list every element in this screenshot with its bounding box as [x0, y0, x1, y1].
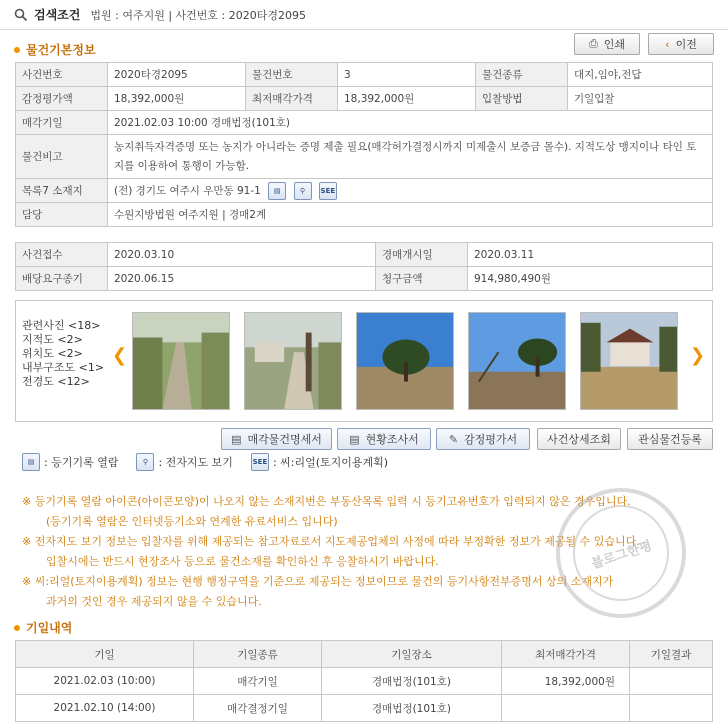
photo-strip [15, 300, 713, 422]
item-detail-button[interactable] [221, 428, 332, 450]
table-row [16, 695, 713, 722]
prev-button[interactable] [648, 33, 714, 55]
search-condition-values: 법원 : 여주지원 | 사건번호 : 2020타경2095 [90, 8, 306, 22]
chevron-right-icon[interactable]: ❯ [690, 345, 706, 366]
table-cell [630, 695, 713, 722]
case-no-value: 2020타경2095 [108, 63, 246, 87]
search-condition-bar [0, 0, 728, 30]
section-title-text: 기일내역 [26, 621, 73, 635]
case-detail-button[interactable] [537, 428, 621, 450]
chevron-left-icon: ‹ [665, 37, 670, 51]
contact-value: 수원지방법원 여주지원 | 경매2계 [108, 203, 713, 227]
item-no-value: 3 [338, 63, 476, 87]
item-detail-label: 매각물건명세서 [247, 433, 322, 446]
appraisal-report-button[interactable] [436, 428, 530, 450]
note-line: ※ 등기기록 열람 아이콘(아이콘모양)이 나오지 않는 소재지번은 부동산목록 입력 시 등기고유번호가 입력되지 않은 경우입니다. [22, 495, 631, 508]
item-no-label: 물건번호 [246, 63, 338, 87]
claim-end-value: 2020.06.15 [108, 267, 376, 291]
table-row [16, 668, 713, 695]
note-line: (등기기록 열람은 인터넷등기소와 연계한 유료서비스 입니다) [46, 515, 338, 528]
table-cell: 매각기일 [194, 668, 322, 695]
start-value: 2020.03.11 [468, 243, 713, 267]
photo-thumbnail[interactable] [244, 312, 342, 410]
note-line: 입찰시에는 반드시 현장조사 등으로 물건소재를 확인하신 후 응찰하시기 바랍니다. [46, 555, 439, 568]
table-cell [502, 695, 630, 722]
status-report-label: 현황조사서 [365, 433, 419, 446]
table-cell: 2021.02.10 (14:00) [16, 695, 194, 722]
column-header: 기일 [16, 641, 194, 668]
appraisal-value: 18,392,000원 [108, 87, 246, 111]
column-header: 기일장소 [322, 641, 502, 668]
bullet-icon [14, 625, 20, 631]
legend-map: : 전자지도 보기 [158, 456, 233, 469]
sale-date-value: 2021.02.03 10:00 경매법정(101호) [108, 111, 713, 135]
status-report-button[interactable] [337, 428, 431, 450]
dates-table [15, 640, 713, 722]
chevron-left-icon[interactable]: ❮ [112, 345, 128, 366]
claim-amount-value: 914,980,490원 [468, 267, 713, 291]
appraisal-label: 감정평가액 [16, 87, 108, 111]
case-info-table [15, 242, 713, 291]
column-header: 기일종류 [194, 641, 322, 668]
map-icon: ⚲ [136, 453, 154, 471]
column-header: 기일결과 [630, 641, 713, 668]
case-no-label: 사건번호 [16, 63, 108, 87]
table-cell: 경매법정(101호) [322, 668, 502, 695]
bullet-icon [14, 47, 20, 53]
claim-end-label: 배당요구종기 [16, 267, 108, 291]
note-line: ※ 전자지도 보기 정보는 입찰자를 위해 제공되는 참고자료로서 지도제공업체의 사정에 따라 부정확한 정보가 제공될 수 있습니다. [22, 535, 640, 548]
note-line: ※ 씨:리얼(토지이용계획) 정보는 현행 행정구역을 기준으로 제공되는 정보이므로 물건의 등기사항전부증명서 상의 소재지가 [22, 575, 614, 588]
item-type-value: 대지,임야,전답 [568, 63, 713, 87]
print-button[interactable] [574, 33, 640, 55]
icon-legend [22, 453, 402, 471]
search-icon [14, 8, 28, 22]
contact-label: 담당 [16, 203, 108, 227]
sale-date-label: 매각기일 [16, 111, 108, 135]
section-title-text: 물건기본정보 [26, 43, 96, 57]
photo-thumbnail[interactable] [356, 312, 454, 410]
address-cell [108, 179, 713, 203]
note-line: 과거의 것인 경우 제공되지 않을 수 있습니다. [46, 595, 262, 608]
document-icon: ▤ [349, 432, 360, 446]
photo-thumbnail[interactable] [132, 312, 230, 410]
start-label: 경매개시일 [376, 243, 468, 267]
registry-icon[interactable]: ▤ [268, 182, 286, 200]
table-cell: 2021.02.03 (10:00) [16, 668, 194, 695]
edit-icon: ✎ [448, 432, 459, 446]
interest-button[interactable] [627, 428, 713, 450]
dates-header-row [16, 641, 713, 668]
case-detail-label: 사건상세조회 [547, 433, 611, 446]
min-price-label: 최저매각가격 [246, 87, 338, 111]
legend-registry: : 등기기록 열람 [44, 456, 119, 469]
photo-thumbnail[interactable] [580, 312, 678, 410]
remark-label: 물건비고 [16, 135, 108, 179]
photo-category-labels[interactable]: 관련사진 <18> 지적도 <2> 위치도 <2> 내부구조도 <1> 전경도 <12> [22, 319, 105, 388]
address-value: (전) 경기도 여주시 우만동 91-1 [114, 184, 261, 197]
photo-thumbnail[interactable] [468, 312, 566, 410]
watermark-inner [561, 493, 682, 614]
section-title-basic [14, 41, 96, 58]
prev-label: 이전 [675, 38, 697, 51]
receipt-value: 2020.03.10 [108, 243, 376, 267]
table-cell: 경매법정(101호) [322, 695, 502, 722]
bid-method-value: 기일입찰 [568, 87, 713, 111]
seereal-icon: SEE [251, 453, 269, 471]
claim-amount-label: 청구금액 [376, 267, 468, 291]
interest-label: 관심물건등록 [638, 433, 702, 446]
basic-info-table [15, 62, 713, 227]
remark-value: 농지취득자격증명 또는 농지가 아니라는 증명 제출 필요(매각허가결정시까지 미제출시 보증금 몰수). 지적도상 맹지이나 타인 토지를 이용하여 통행이 가능함. [108, 135, 713, 179]
table-cell: 18,392,000원 [502, 668, 630, 695]
appraisal-report-label: 감정평가서 [464, 433, 518, 446]
watermark-text: 블로그한평 [589, 538, 654, 572]
section-title-dates [14, 619, 72, 636]
receipt-label: 사건접수 [16, 243, 108, 267]
min-price-value: 18,392,000원 [338, 87, 476, 111]
legend-seereal: : 씨:리얼(토지이용계획) [272, 456, 389, 469]
item-type-label: 물건종류 [476, 63, 568, 87]
bid-method-label: 입찰방법 [476, 87, 568, 111]
print-label: 인쇄 [603, 38, 626, 51]
table-cell: 매각결정기일 [194, 695, 322, 722]
printer-icon: ⎙ [588, 37, 598, 50]
table-cell [630, 668, 713, 695]
address-label: 목록7 소재지 [16, 179, 108, 203]
search-condition-title: 검색조건 [34, 8, 81, 22]
column-header: 최저매각가격 [502, 641, 630, 668]
map-icon[interactable]: ⚲ [294, 182, 312, 200]
document-icon: ▤ [231, 432, 242, 446]
seereal-icon[interactable]: SEE [319, 182, 337, 200]
registry-icon: ▤ [22, 453, 40, 471]
